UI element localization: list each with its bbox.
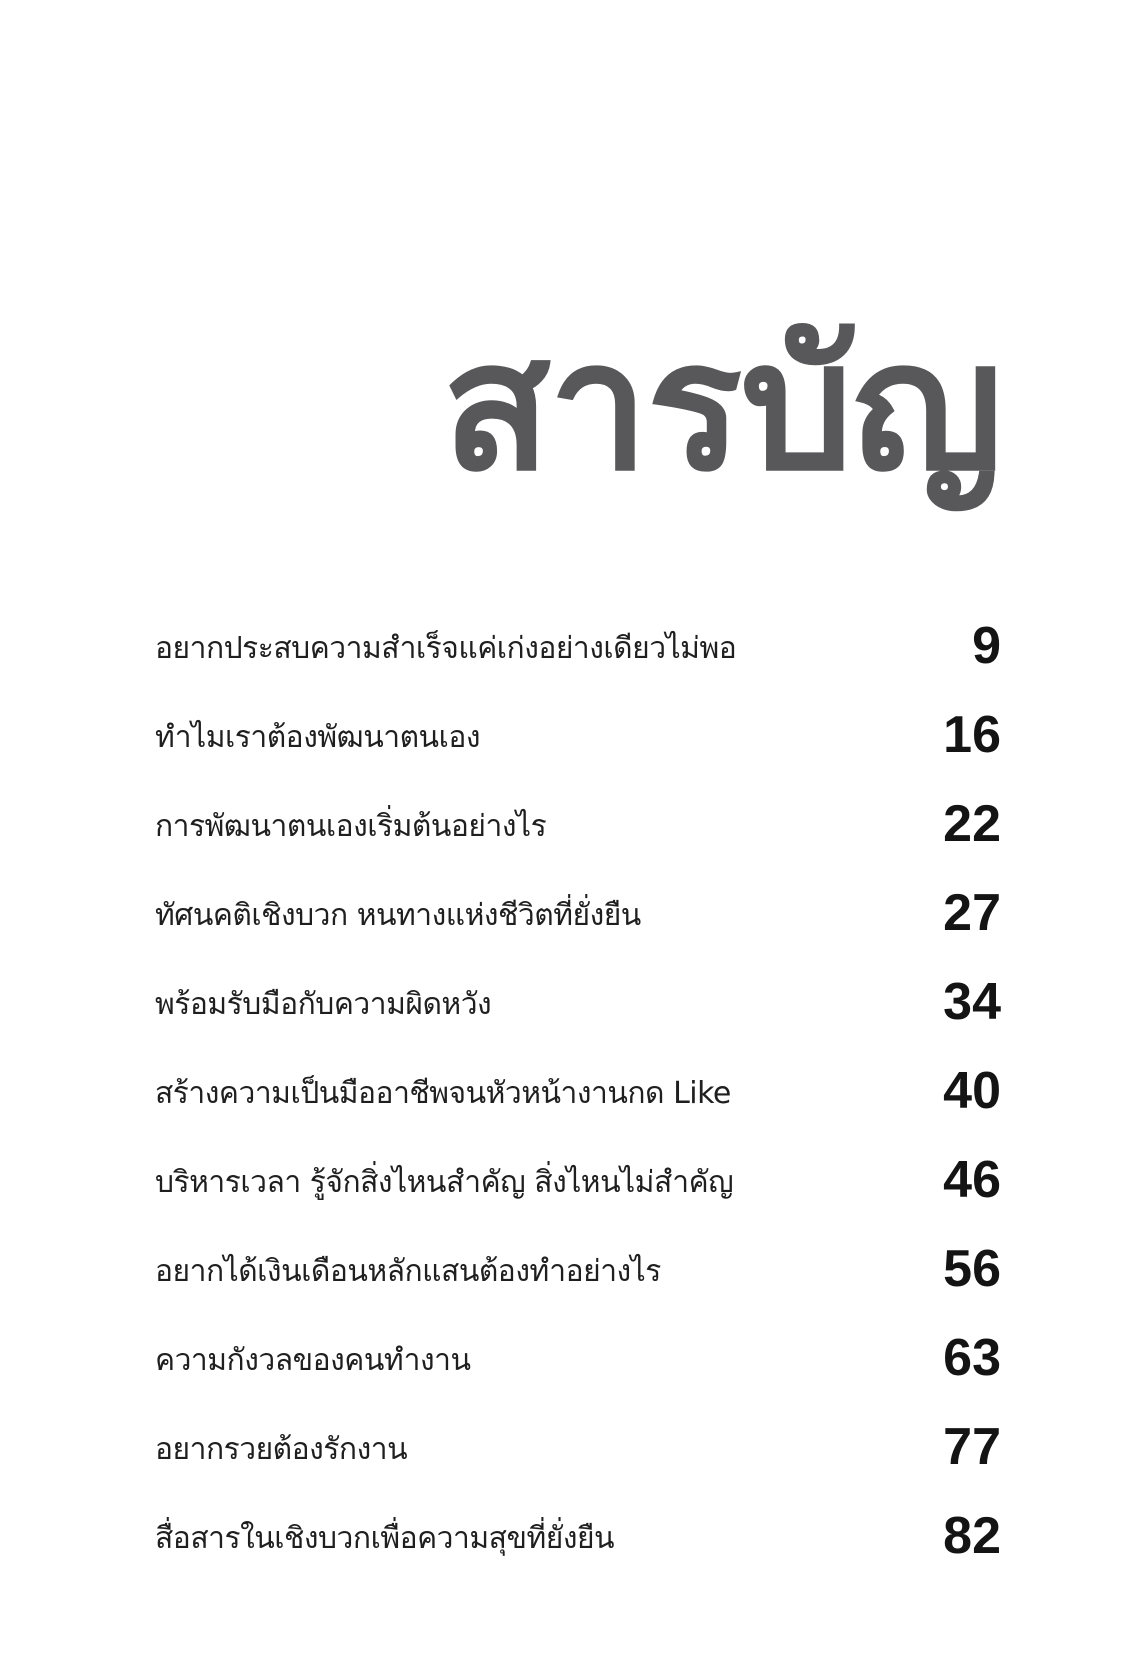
- toc-entry-page: 9: [972, 617, 1001, 675]
- toc-entry-title: ทำไมเราต้องพัฒนาตนเอง: [155, 720, 480, 755]
- toc-entry-page: 56: [943, 1240, 1001, 1298]
- toc-entry[interactable]: [155, 966, 1001, 1055]
- toc-heading: สารบัญ: [442, 303, 1001, 510]
- toc-entry-page: 46: [943, 1151, 1001, 1209]
- toc-entry-title: พร้อมรับมือกับความผิดหวัง: [155, 987, 492, 1022]
- toc-entry[interactable]: [155, 1500, 1001, 1589]
- toc-entry-page: 40: [943, 1062, 1001, 1120]
- toc-entry[interactable]: [155, 1055, 1001, 1144]
- toc-entry-title: บริหารเวลา รู้จักสิ่งไหนสำคัญ สิ่งไหนไม่สำคัญ: [155, 1165, 734, 1200]
- toc-entry[interactable]: [155, 1233, 1001, 1322]
- toc-entry[interactable]: [155, 877, 1001, 966]
- toc-entry-page: 77: [943, 1418, 1001, 1476]
- toc-entry[interactable]: [155, 699, 1001, 788]
- toc-entry-title: อยากประสบความสำเร็จแค่เก่งอย่างเดียวไม่พอ: [155, 631, 737, 666]
- toc-entry-title: สร้างความเป็นมืออาชีพจนหัวหน้างานกด Like: [155, 1076, 731, 1111]
- toc-entry-title: อยากรวยต้องรักงาน: [155, 1432, 408, 1467]
- toc-entry-title: สื่อสารในเชิงบวกเพื่อความสุขที่ยั่งยืน: [155, 1521, 615, 1556]
- toc-entry-title: ทัศนคติเชิงบวก หนทางแห่งชีวิตที่ยั่งยืน: [155, 898, 641, 933]
- toc-list: [155, 610, 1001, 1589]
- toc-entry-page: 27: [943, 884, 1001, 942]
- toc-entry-page: 22: [943, 795, 1001, 853]
- toc-entry-title: ความกังวลของคนทำงาน: [155, 1343, 471, 1378]
- toc-entry[interactable]: [155, 610, 1001, 699]
- toc-entry[interactable]: [155, 1322, 1001, 1411]
- toc-entry-page: 34: [943, 973, 1001, 1031]
- toc-entry-page: 16: [943, 706, 1001, 764]
- toc-entry-page: 63: [943, 1329, 1001, 1387]
- toc-entry-page: 82: [943, 1507, 1001, 1565]
- toc-entry[interactable]: [155, 1144, 1001, 1233]
- toc-entry[interactable]: [155, 1411, 1001, 1500]
- toc-entry-title: การพัฒนาตนเองเริ่มต้นอย่างไร: [155, 809, 547, 844]
- toc-entry[interactable]: [155, 788, 1001, 877]
- toc-entry-title: อยากได้เงินเดือนหลักแสนต้องทำอย่างไร: [155, 1254, 661, 1289]
